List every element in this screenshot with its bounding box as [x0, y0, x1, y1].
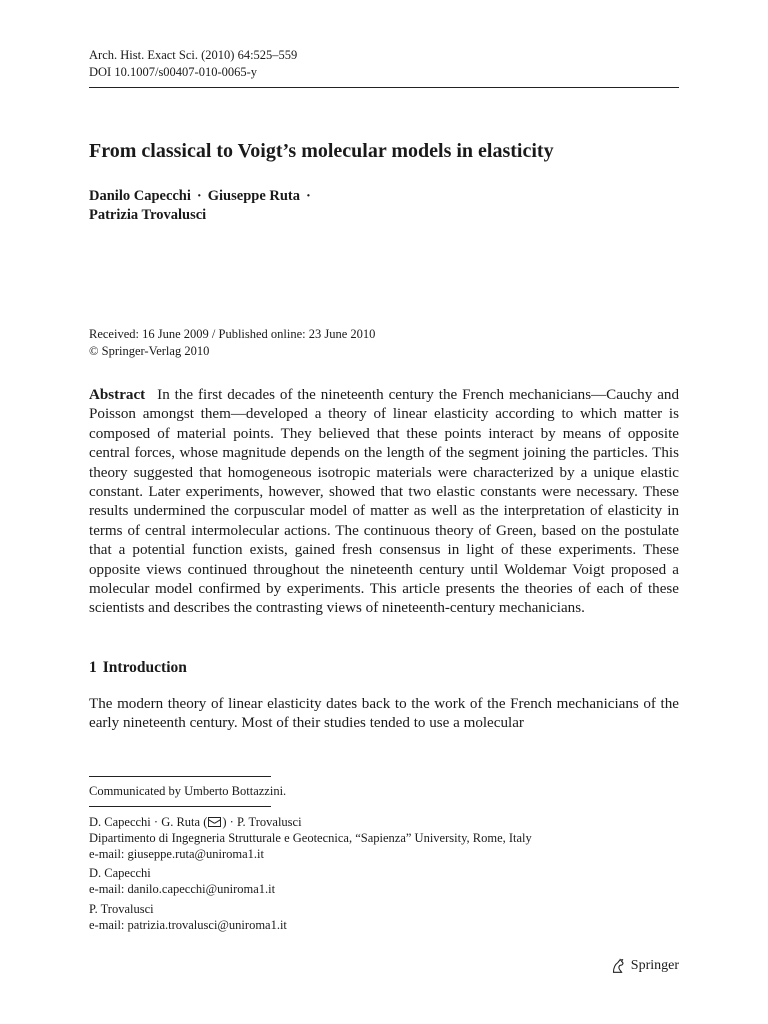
journal-header: [89, 47, 297, 81]
header-rule: [89, 87, 679, 88]
affiliation-email: e-mail: danilo.capecchi@uniroma1.it: [89, 882, 276, 896]
paper-page: [89, 0, 679, 1024]
author-name: Danilo Capecchi: [89, 188, 191, 204]
section-number: 1: [89, 659, 97, 676]
affiliation-names: P. Trovalusci: [89, 902, 154, 916]
affiliation-block: [89, 814, 532, 862]
affiliation-block: [89, 901, 287, 933]
affiliation-department: Dipartimento di Ingegneria Strutturale e Geotecnica, “Sapienza” University, Rome, Italy: [89, 831, 532, 845]
affiliation-names: D. Capecchi: [89, 866, 151, 880]
publication-dates: [89, 326, 375, 360]
footnote-rule: [89, 776, 271, 777]
publisher-logo: [609, 957, 679, 975]
section-title: Introduction: [102, 659, 187, 676]
received-published: Received: 16 June 2009 / Published online: 23 June 2010: [89, 327, 376, 341]
communicated-by: Communicated by Umberto Bottazzini.: [89, 784, 287, 798]
author-name: Patrizia Trovalusci: [89, 207, 207, 223]
section-heading: [89, 658, 187, 678]
journal-citation: Arch. Hist. Exact Sci. (2010) 64:525–559: [89, 48, 298, 62]
affiliation-email: e-mail: patrizia.trovalusci@uniroma1.it: [89, 918, 287, 932]
publisher-name: Springer: [630, 958, 679, 973]
springer-horse-icon: [609, 957, 627, 975]
affiliation-names: D. Capecchi · G. Ruta ( ) · P. Trovalusci: [89, 815, 302, 829]
author-list: [89, 187, 317, 225]
envelope-icon: [208, 817, 221, 827]
introduction-paragraph: The modern theory of linear elasticity dates back to the work of the French mechanicians of the early nineteenth century. Most of their studies tended to use a molecular: [89, 696, 679, 732]
doi: DOI 10.1007/s00407-010-0065-y: [89, 65, 258, 79]
affiliation-block: [89, 865, 275, 897]
author-separator: ·: [196, 188, 202, 204]
author-separator: ·: [306, 188, 311, 204]
abstract-text: In the first decades of the nineteenth century the French mechanicians—Cauchy and Poisson amongst them—developed a theory of linear elasticity according to which matter is composed of material points. They believed that these points interact by means of opposite central forces, whose magnitude depends on the length of the segment joining the particles. This theory suggested that homogeneous isotropic materials were characterized by a unique elastic constant. Later experiments, however, showed that two elastic constants were necessary. These results undermined the corpuscular model of matter as well as the interpretation of elasticity in terms of central intermolecular actions. The continuous theory of Green, based on the postulate that a potential function exists, gained fresh consensus in light of these experiments. These opposite views continued throughout the nineteenth century until Woldemar Voigt proposed a molecular model confirmed by experiments. This article presents the theories of each of these scientists and describes the contrasting views of nineteenth-century mechanicians.: [89, 387, 679, 617]
author-name: Giuseppe Ruta: [207, 188, 301, 204]
paper-title: From classical to Voigt’s molecular models in elasticity: [89, 140, 554, 162]
abstract: [89, 386, 679, 619]
abstract-label: Abstract: [89, 387, 146, 403]
copyright: © Springer-Verlag 2010: [89, 344, 210, 358]
affiliation-email: e-mail: giuseppe.ruta@uniroma1.it: [89, 847, 265, 861]
footnote-rule: [89, 806, 271, 807]
